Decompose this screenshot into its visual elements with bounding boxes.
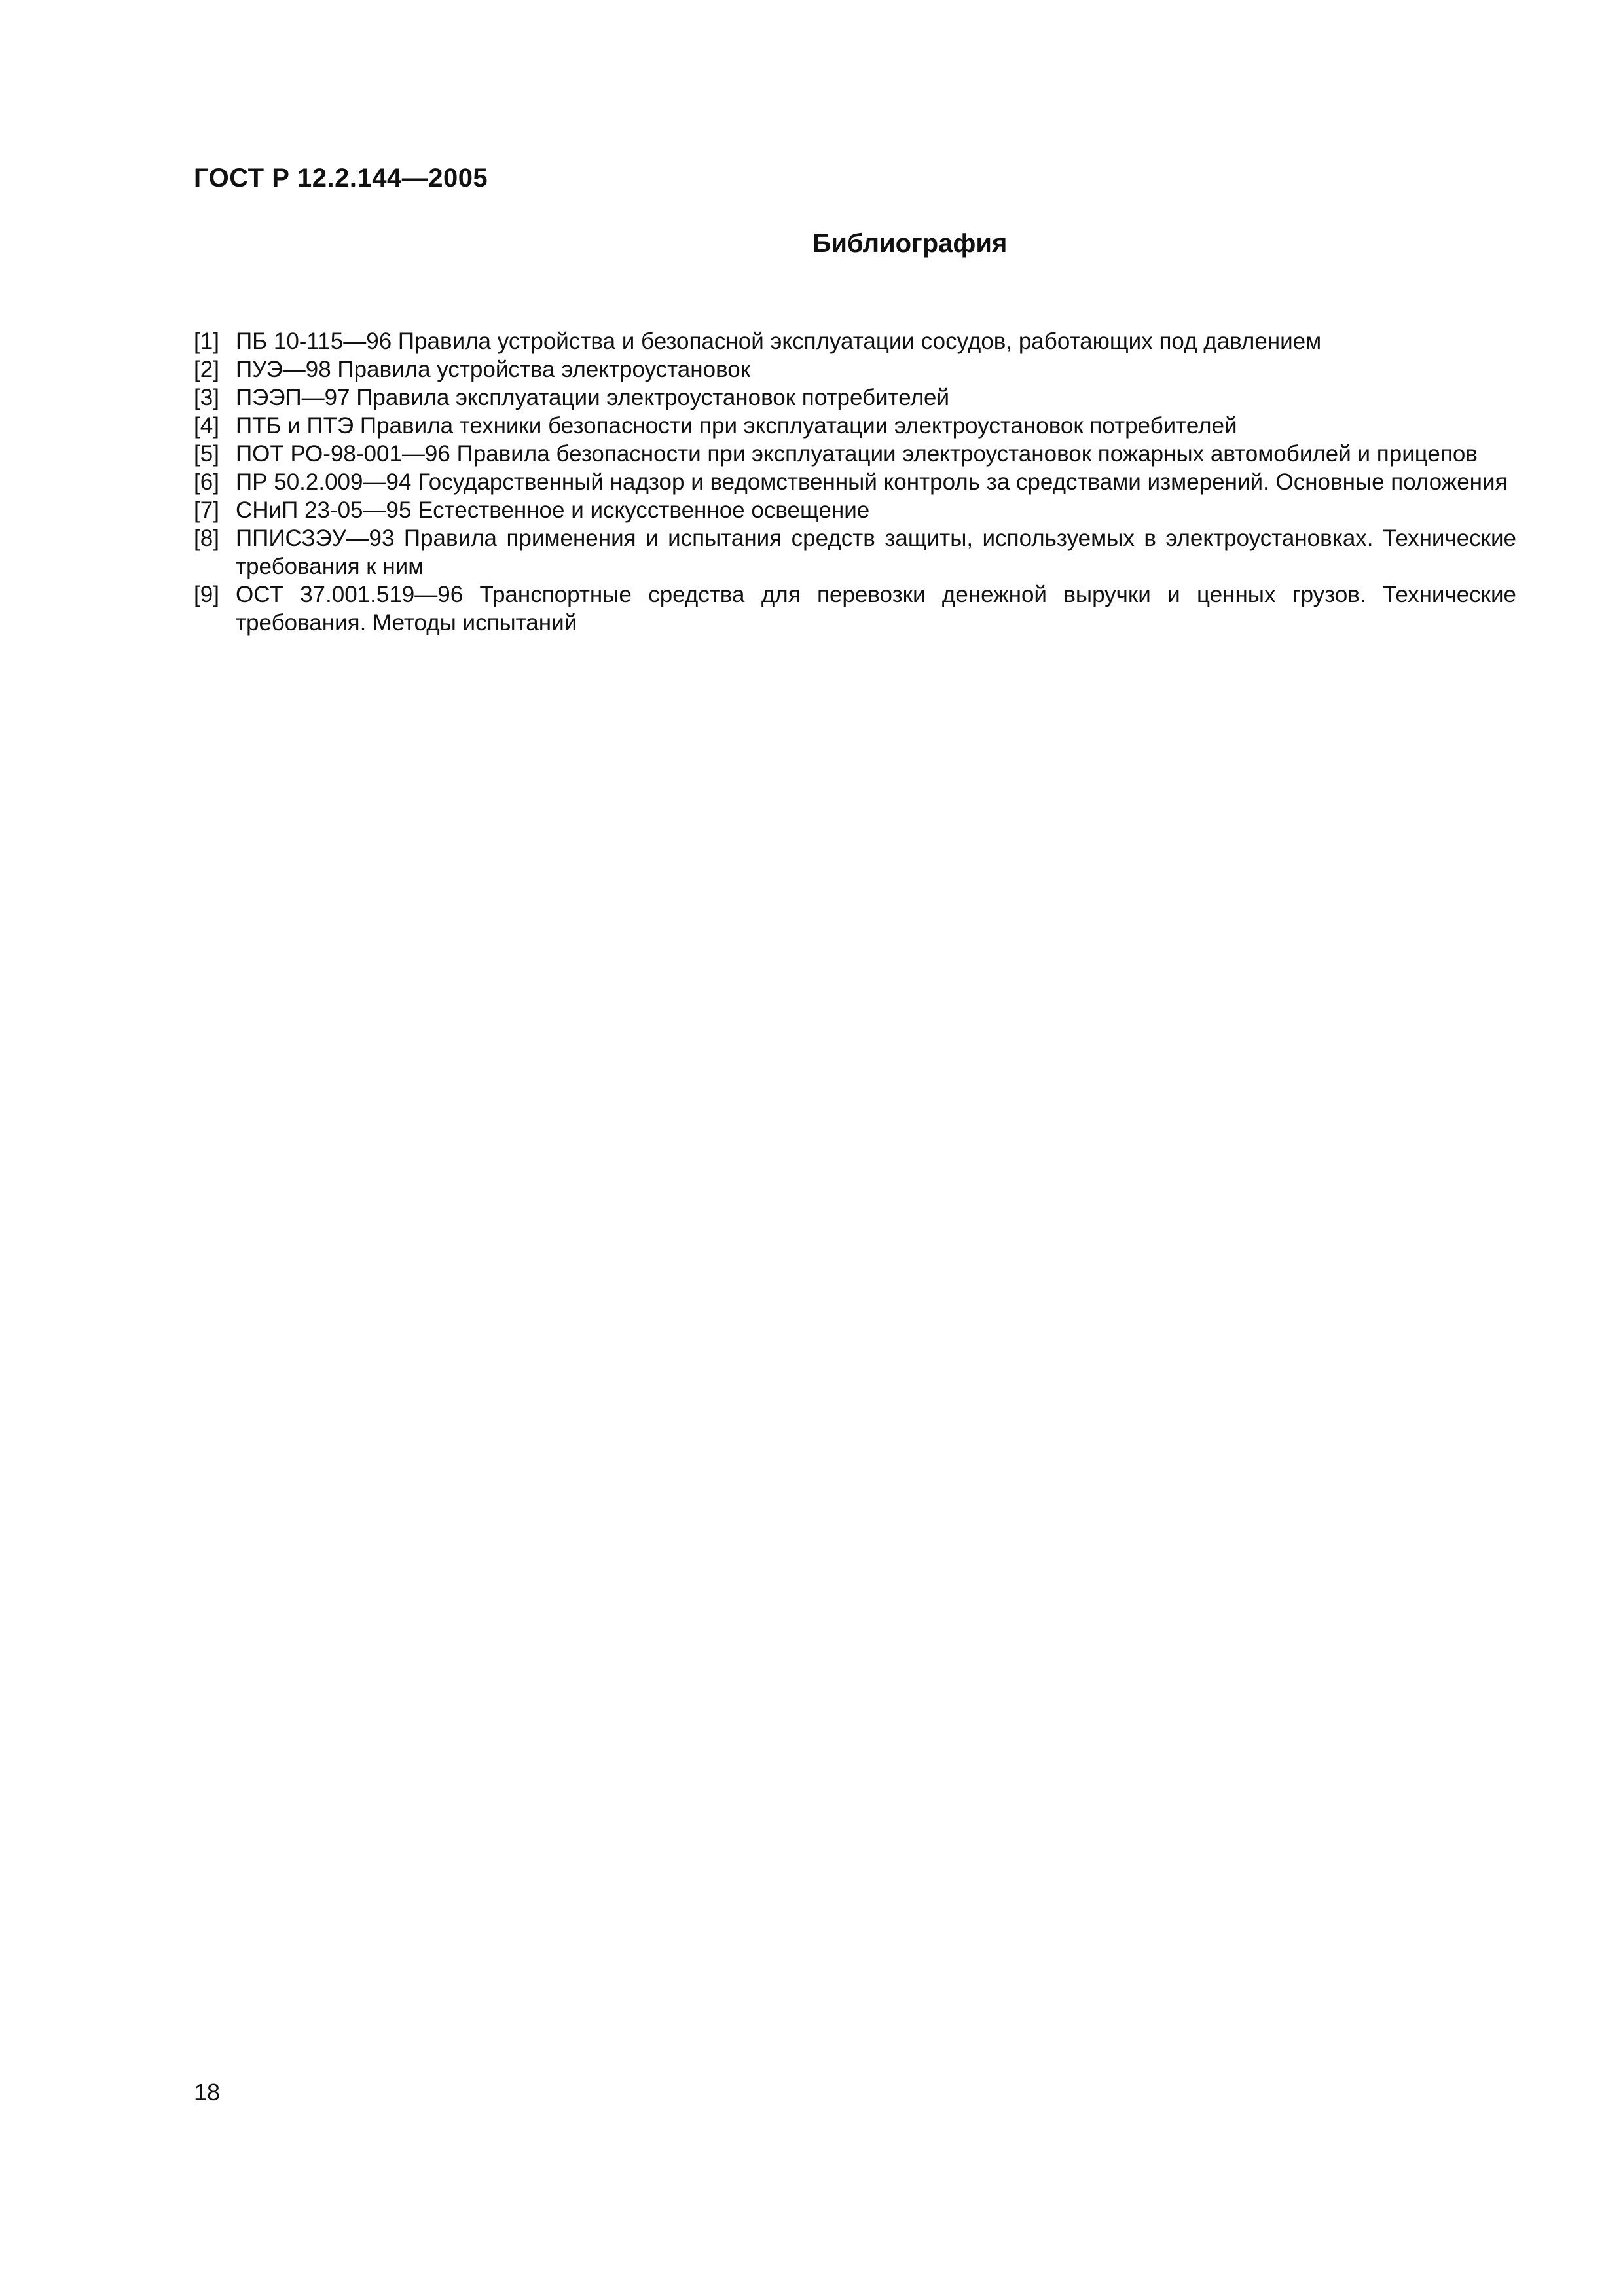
bibliography-item-number: [7] bbox=[194, 497, 219, 523]
bibliography-item bbox=[194, 440, 1516, 468]
bibliography-item bbox=[194, 412, 1516, 440]
bibliography-item-text: ПР 50.2.009—94 Государственный надзор и ведомственный контроль за средствами измерений. Основные положения bbox=[236, 469, 1508, 495]
bibliography-item-text: СНиП 23-05—95 Естественное и искусственное освещение bbox=[236, 497, 870, 523]
bibliography-item-number: [1] bbox=[194, 329, 219, 354]
bibliography-item bbox=[194, 581, 1516, 637]
bibliography-item bbox=[194, 524, 1516, 581]
bibliography-item-number: [9] bbox=[194, 582, 219, 607]
bibliography-title: Библиография bbox=[812, 229, 1008, 258]
bibliography-item-text: ПУЭ—98 Правила устройства электроустановок bbox=[236, 357, 751, 382]
bibliography-item bbox=[194, 496, 1516, 524]
document-code-header: ГОСТ Р 12.2.144—2005 bbox=[194, 164, 488, 192]
bibliography-list bbox=[194, 327, 1516, 637]
bibliography-item-number: [8] bbox=[194, 526, 219, 551]
bibliography-item bbox=[194, 355, 1516, 384]
bibliography-item-number: [6] bbox=[194, 469, 219, 495]
bibliography-item-text: ПБ 10-115—96 Правила устройства и безопасной эксплуатации сосудов, работающих под давлением bbox=[236, 329, 1322, 354]
bibliography-item-number: [4] bbox=[194, 413, 219, 439]
bibliography-item bbox=[194, 468, 1516, 496]
bibliography-item-text: ОСТ 37.001.519—96 Транспортные средства для перевозки денежной выручки и ценных грузов. Технические требования. Методы испытаний bbox=[236, 582, 1516, 636]
bibliography-item-text: ПОТ РО-98-001—96 Правила безопасности при эксплуатации электроустановок пожарных автомобилей и прицепов bbox=[236, 441, 1478, 467]
bibliography-item-text: ПТБ и ПТЭ Правила техники безопасности при эксплуатации электроустановок потребителей bbox=[236, 413, 1237, 439]
page-number: 18 bbox=[194, 2079, 221, 2106]
bibliography-item-number: [2] bbox=[194, 357, 219, 382]
bibliography-item-text: ППИСЗЭУ—93 Правила применения и испытания средств защиты, используемых в электроустановках. Технические требования к ним bbox=[236, 526, 1516, 579]
bibliography-item bbox=[194, 327, 1516, 355]
bibliography-item-number: [3] bbox=[194, 385, 219, 410]
bibliography-item bbox=[194, 384, 1516, 412]
bibliography-item-number: [5] bbox=[194, 441, 219, 467]
bibliography-item-text: ПЭЭП—97 Правила эксплуатации электроустановок потребителей bbox=[236, 385, 949, 410]
